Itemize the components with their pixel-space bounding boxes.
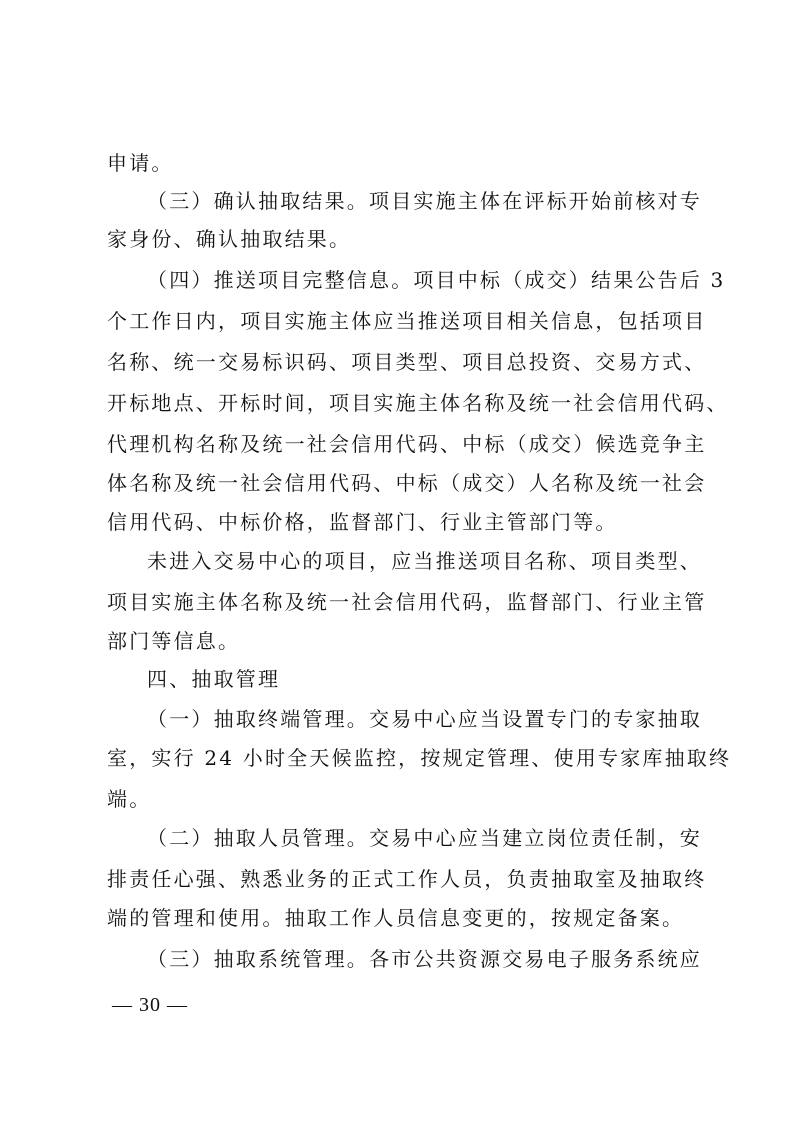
text-line: 端。 <box>107 787 152 811</box>
text-line: 家身份、确认抽取结果。 <box>107 227 352 251</box>
text-line: 个工作日内，项目实施主体应当推送项目相关信息，包括项目 <box>107 309 707 333</box>
text-line: 部门等信息。 <box>107 629 241 653</box>
text-line: （三）抽取系统管理。各市公共资源交易电子服务系统应 <box>147 947 702 971</box>
text-line: （四）推送项目完整信息。项目中标（成交）结果公告后 3 <box>147 268 726 292</box>
text-line: 信用代码、中标价格，监督部门、行业主管部门等。 <box>107 510 618 534</box>
text-line: 开标地点、开标时间，项目实施主体名称及统一社会信用代码、 <box>107 391 729 415</box>
text-line: 申请。 <box>107 151 174 175</box>
page-number: — 30 — <box>112 994 188 1016</box>
text-line: （二）抽取人员管理。交易中心应当建立岗位责任制，安 <box>147 826 702 850</box>
text-line: （一）抽取终端管理。交易中心应当设置专门的专家抽取 <box>147 707 702 731</box>
text-line: 室，实行 24 小时全天候监控，按规定管理、使用专家库抽取终 <box>107 746 732 770</box>
section-heading: 四、抽取管理 <box>147 667 281 691</box>
text-line: 名称、统一交易标识码、项目类型、项目总投资、交易方式、 <box>107 350 707 374</box>
text-line: 代理机构名称及统一社会信用代码、中标（成交）候选竞争主 <box>107 432 707 456</box>
text-line: 端的管理和使用。抽取工作人员信息变更的，按规定备案。 <box>107 906 685 930</box>
text-line: 项目实施主体名称及统一社会信用代码，监督部门、行业主管 <box>107 590 707 614</box>
text-line: 排责任心强、熟悉业务的正式工作人员，负责抽取室及抽取终 <box>107 867 707 891</box>
text-line: 体名称及统一社会信用代码、中标（成交）人名称及统一社会 <box>107 471 707 495</box>
text-line: （三）确认抽取结果。项目实施主体在评标开始前核对专 <box>147 189 702 213</box>
text-line: 未进入交易中心的项目，应当推送项目名称、项目类型、 <box>147 549 702 573</box>
